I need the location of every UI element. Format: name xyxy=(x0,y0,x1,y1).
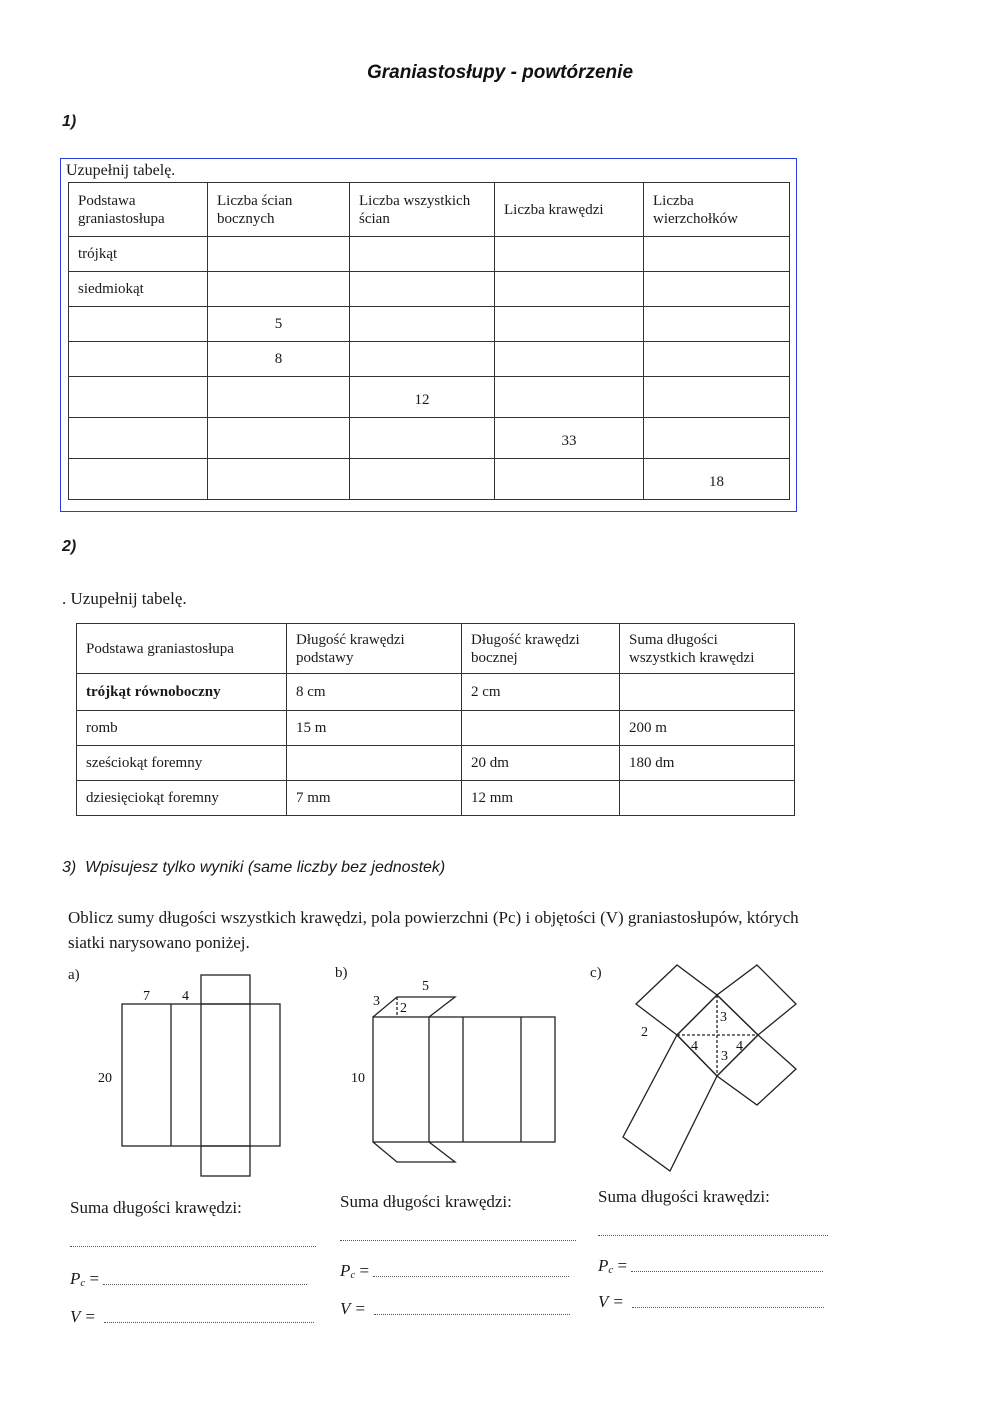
table-1-cell: trójkąt xyxy=(69,237,208,272)
section-3-number: 3) xyxy=(62,859,77,876)
net-b-label: b) xyxy=(335,965,348,981)
table-1-cell: 5 xyxy=(208,307,350,342)
table-2-caption: . Uzupełnij tabelę. xyxy=(62,589,187,608)
table-row xyxy=(77,711,795,746)
table-1-input-cell[interactable] xyxy=(69,307,208,342)
answer-pc-equals: = xyxy=(355,1261,374,1280)
net-b-diagram xyxy=(345,970,565,1170)
table-2-cell: dziesięciokąt foremny xyxy=(77,781,287,816)
answer-v-label: V = xyxy=(340,1299,366,1318)
table-1-input-cell[interactable] xyxy=(69,342,208,377)
net-b-top-base xyxy=(373,997,455,1017)
answer-pc-equals: = xyxy=(85,1269,104,1288)
answer-sum-label: Suma długości krawędzi: xyxy=(70,1198,242,1217)
answer-v-input[interactable] xyxy=(104,1322,314,1323)
net-a-top-base xyxy=(201,975,250,1004)
table-2-cell: 12 mm xyxy=(462,781,620,816)
answer-pc-row xyxy=(70,1269,320,1289)
table-row xyxy=(69,272,790,307)
table-2-header-cell: Podstawa graniastosłupa xyxy=(77,624,287,674)
table-row xyxy=(69,377,790,418)
table-1-input-cell[interactable] xyxy=(208,459,350,500)
page-title: Graniastosłupy - powtórzenie xyxy=(366,62,634,83)
table-2-cell: 20 dm xyxy=(462,746,620,781)
table-1-input-cell[interactable] xyxy=(208,418,350,459)
net-c-dim-4: 4 xyxy=(736,1039,743,1054)
answer-pc-label: P xyxy=(598,1256,609,1275)
table-2-input-cell[interactable] xyxy=(462,711,620,746)
answer-v-input[interactable] xyxy=(374,1314,570,1315)
table-2-cell: 7 mm xyxy=(287,781,462,816)
answer-pc-row xyxy=(340,1261,590,1281)
answer-v-row xyxy=(340,1299,590,1319)
table-1-input-cell[interactable] xyxy=(644,418,790,459)
net-a-label: a) xyxy=(68,967,80,983)
table-1-input-cell[interactable] xyxy=(350,237,495,272)
table-2 xyxy=(76,623,795,816)
table-2-header-cell: Długość krawędzi bocznej xyxy=(462,624,620,674)
net-b-dim-5: 5 xyxy=(422,979,429,994)
net-a-dim-4: 4 xyxy=(182,989,189,1004)
table-1-input-cell[interactable] xyxy=(644,237,790,272)
table-row xyxy=(69,237,790,272)
answer-column-a xyxy=(70,1198,320,1327)
answer-v-label: V = xyxy=(70,1307,96,1326)
answer-pc-label: P xyxy=(70,1269,81,1288)
answer-pc-equals: = xyxy=(613,1256,632,1275)
table-1-cell: 18 xyxy=(644,459,790,500)
net-a-diagram xyxy=(90,970,300,1180)
table-2-header-row xyxy=(77,624,795,674)
answer-v-row xyxy=(70,1307,320,1327)
section-1-number: 1) xyxy=(62,113,77,130)
answer-v-input[interactable] xyxy=(632,1307,824,1308)
net-c-dim-4: 4 xyxy=(691,1039,698,1054)
table-1-input-cell[interactable] xyxy=(644,272,790,307)
table-1-header-cell: Liczba wszystkich ścian xyxy=(350,183,495,237)
net-c-face xyxy=(717,1035,796,1105)
table-1-input-cell[interactable] xyxy=(350,418,495,459)
answer-pc-label: P xyxy=(340,1261,351,1280)
table-1-input-cell[interactable] xyxy=(350,342,495,377)
table-row xyxy=(69,342,790,377)
table-2-header-cell: Suma długości wszystkich krawędzi xyxy=(620,624,795,674)
net-b-dim-10: 10 xyxy=(351,1071,365,1086)
net-c-diagram xyxy=(615,962,805,1174)
table-2-input-cell[interactable] xyxy=(620,674,795,711)
table-2-input-cell[interactable] xyxy=(287,746,462,781)
table-1-input-cell[interactable] xyxy=(208,272,350,307)
table-1-cell: siedmiokąt xyxy=(69,272,208,307)
table-1-input-cell[interactable] xyxy=(69,377,208,418)
table-2-input-cell[interactable] xyxy=(620,781,795,816)
table-1-header-cell: Liczba ścian bocznych xyxy=(208,183,350,237)
net-c-face xyxy=(623,1035,717,1171)
net-c-dim-2: 2 xyxy=(641,1025,648,1040)
answer-pc-input[interactable] xyxy=(103,1284,307,1285)
table-1-input-cell[interactable] xyxy=(644,377,790,418)
answer-pc-input[interactable] xyxy=(373,1276,569,1277)
answer-pc-subscript: c xyxy=(608,1264,614,1276)
answer-sum-input[interactable] xyxy=(598,1235,828,1236)
answer-sum-label: Suma długości krawędzi: xyxy=(340,1192,512,1211)
table-2-cell: 180 dm xyxy=(620,746,795,781)
task-text: Oblicz sumy długości wszystkich krawędzi, pola powierzchni (Pc) i objętości (V) graniastosłupów, których siatki narysowano poniżej. xyxy=(68,908,799,952)
table-2-cell: sześciokąt foremny xyxy=(77,746,287,781)
table-1-cell: 12 xyxy=(350,377,495,418)
table-1-input-cell[interactable] xyxy=(69,459,208,500)
table-2-cell: 15 m xyxy=(287,711,462,746)
table-row xyxy=(77,674,795,711)
answer-sum-label: Suma długości krawędzi: xyxy=(598,1187,770,1206)
table-1-input-cell[interactable] xyxy=(208,237,350,272)
net-b-dim-3: 3 xyxy=(373,994,380,1009)
answer-v-label: V = xyxy=(598,1292,624,1311)
table-row xyxy=(69,459,790,500)
net-c-face xyxy=(636,965,717,1035)
table-1-input-cell[interactable] xyxy=(208,377,350,418)
net-c-dim-3: 3 xyxy=(721,1049,728,1064)
table-1-input-cell[interactable] xyxy=(495,459,644,500)
table-1-input-cell[interactable] xyxy=(495,342,644,377)
answer-v-row xyxy=(598,1292,838,1312)
net-c-label: c) xyxy=(590,965,602,981)
net-a-dim-7: 7 xyxy=(143,989,150,1004)
net-b-dim-2: 2 xyxy=(400,1001,407,1016)
answer-pc-subscript: c xyxy=(80,1277,86,1289)
table-2-cell: 8 cm xyxy=(287,674,462,711)
table-1-header-row xyxy=(69,183,790,237)
net-b-bottom-base xyxy=(373,1142,455,1162)
net-a-bottom-base xyxy=(201,1146,250,1176)
net-b-lateral-faces xyxy=(373,1017,555,1142)
net-c-dim-3: 3 xyxy=(720,1010,727,1025)
section-3-instruction-text: Wpisujesz tylko wyniki (same liczby bez jednostek) xyxy=(85,859,446,876)
table-1-header-cell: Liczba wierzchołków xyxy=(644,183,790,237)
net-c-face xyxy=(717,965,796,1035)
answer-column-c xyxy=(598,1187,838,1312)
table-2-header-cell: Długość krawędzi podstawy xyxy=(287,624,462,674)
answer-pc-subscript: c xyxy=(350,1269,356,1281)
table-1-input-cell[interactable] xyxy=(350,459,495,500)
table-1-caption: Uzupełnij tabelę. xyxy=(66,162,176,179)
answer-sum-input[interactable] xyxy=(340,1240,576,1241)
table-1-header-cell: Liczba krawędzi xyxy=(495,183,644,237)
table-row xyxy=(77,781,795,816)
table-2-cell: romb xyxy=(77,711,287,746)
table-1-header-cell: Podstawa graniastosłupa xyxy=(69,183,208,237)
table-1-input-cell[interactable] xyxy=(495,307,644,342)
answer-pc-row xyxy=(598,1256,838,1276)
table-1-input-cell[interactable] xyxy=(350,307,495,342)
table-1-cell: 8 xyxy=(208,342,350,377)
answer-pc-input[interactable] xyxy=(631,1271,823,1272)
table-1-input-cell[interactable] xyxy=(350,272,495,307)
table-2-cell: trójkąt równoboczny xyxy=(77,674,287,711)
table-2-cell: 200 m xyxy=(620,711,795,746)
section-3-instruction xyxy=(62,859,445,877)
answer-sum-input[interactable] xyxy=(70,1246,316,1247)
table-1-input-cell[interactable] xyxy=(495,272,644,307)
table-1-input-cell[interactable] xyxy=(644,307,790,342)
table-row xyxy=(77,746,795,781)
table-1-input-cell[interactable] xyxy=(495,237,644,272)
table-row xyxy=(69,307,790,342)
table-row xyxy=(69,418,790,459)
section-2-number: 2) xyxy=(62,538,77,555)
answer-column-b xyxy=(340,1192,590,1319)
table-1 xyxy=(68,182,790,500)
table-1-cell: 33 xyxy=(495,418,644,459)
table-2-cell: 2 cm xyxy=(462,674,620,711)
table-1-input-cell[interactable] xyxy=(644,342,790,377)
net-a-dim-20: 20 xyxy=(98,1071,112,1086)
table-1-input-cell[interactable] xyxy=(495,377,644,418)
table-1-input-cell[interactable] xyxy=(69,418,208,459)
